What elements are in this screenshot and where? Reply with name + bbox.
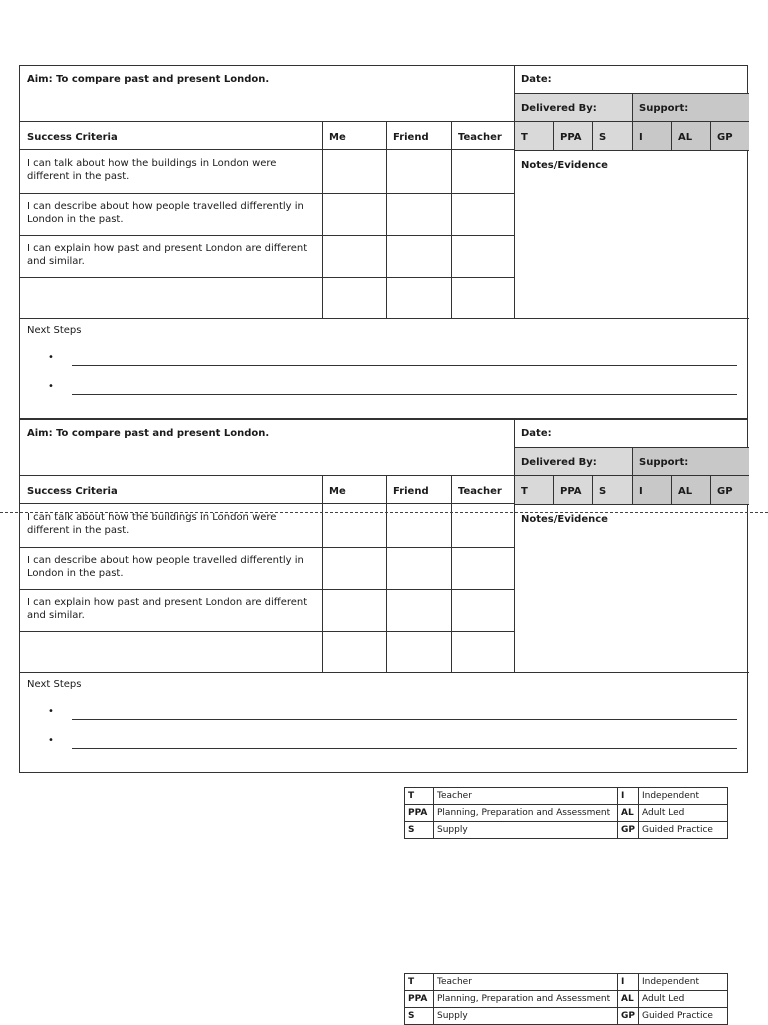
col-friend-header: Friend bbox=[393, 486, 429, 497]
criterion-text: I can explain how past and present London are different and similar. bbox=[27, 597, 308, 621]
criterion-text: I can talk about how the buildings in London were different in the past. bbox=[27, 512, 277, 536]
key-row bbox=[405, 974, 728, 991]
key-code: AL bbox=[618, 805, 639, 822]
me-checkbox-cell[interactable] bbox=[323, 590, 386, 631]
next-step-line-1[interactable] bbox=[72, 719, 737, 720]
key-row bbox=[405, 991, 728, 1008]
key-description: Teacher bbox=[434, 788, 618, 805]
key-code: GP bbox=[618, 1008, 639, 1025]
teacher-checkbox-cell[interactable] bbox=[452, 632, 514, 672]
friend-checkbox-cell[interactable] bbox=[387, 194, 451, 235]
assessment-sheet-1 bbox=[19, 65, 748, 419]
friend-checkbox-cell[interactable] bbox=[387, 151, 451, 193]
code-4: AL bbox=[678, 132, 693, 143]
support-label: Support: bbox=[639, 103, 689, 114]
key-description: Teacher bbox=[434, 974, 618, 991]
me-checkbox-cell[interactable] bbox=[323, 194, 386, 235]
criterion-text: I can describe about how people travelled differently in London in the past. bbox=[27, 555, 304, 579]
key-description: Planning, Preparation and Assessment bbox=[434, 805, 618, 822]
notes-evidence-area[interactable] bbox=[515, 176, 748, 317]
key-row bbox=[405, 805, 728, 822]
teacher-checkbox-cell[interactable] bbox=[452, 548, 514, 589]
code-0: T bbox=[521, 132, 528, 143]
assessment-sheet-2 bbox=[19, 419, 748, 773]
code-3: I bbox=[639, 486, 643, 497]
key-description: Adult Led bbox=[638, 991, 727, 1008]
criterion-text: I can talk about how the buildings in London were different in the past. bbox=[27, 158, 277, 182]
code-0: T bbox=[521, 486, 528, 497]
col-me-header: Me bbox=[329, 486, 346, 497]
key-table-2 bbox=[404, 973, 728, 1025]
me-checkbox-cell[interactable] bbox=[323, 548, 386, 589]
friend-checkbox-cell[interactable] bbox=[387, 632, 451, 672]
key-code: T bbox=[405, 974, 434, 991]
code-1: PPA bbox=[560, 486, 582, 497]
teacher-checkbox-cell[interactable] bbox=[452, 236, 514, 277]
friend-checkbox-cell[interactable] bbox=[387, 590, 451, 631]
friend-checkbox-cell[interactable] bbox=[387, 278, 451, 318]
criterion-text: I can explain how past and present London are different and similar. bbox=[27, 243, 308, 267]
key-code: GP bbox=[618, 822, 639, 839]
me-checkbox-cell[interactable] bbox=[323, 278, 386, 318]
key-description: Supply bbox=[434, 1008, 618, 1025]
key-code: S bbox=[405, 822, 434, 839]
success-criteria-header: Success Criteria bbox=[27, 132, 118, 143]
col-teacher-header: Teacher bbox=[458, 132, 502, 143]
key-description: Guided Practice bbox=[638, 822, 727, 839]
bullet-1: • bbox=[48, 352, 54, 363]
key-code: T bbox=[405, 788, 434, 805]
bullet-2: • bbox=[48, 735, 54, 746]
delivered-by-label: Delivered By: bbox=[521, 457, 597, 468]
teacher-checkbox-cell[interactable] bbox=[452, 278, 514, 318]
grid-line-h bbox=[20, 318, 749, 319]
key-row bbox=[405, 822, 728, 839]
grid-line-h bbox=[20, 121, 749, 122]
bullet-1: • bbox=[48, 706, 54, 717]
me-checkbox-cell[interactable] bbox=[323, 632, 386, 672]
teacher-checkbox-cell[interactable] bbox=[452, 151, 514, 193]
code-1: PPA bbox=[560, 132, 582, 143]
friend-checkbox-cell[interactable] bbox=[387, 548, 451, 589]
col-teacher-header: Teacher bbox=[458, 486, 502, 497]
key-table-1 bbox=[404, 787, 728, 839]
key-code: S bbox=[405, 1008, 434, 1025]
next-steps-label: Next Steps bbox=[27, 325, 82, 336]
support-label: Support: bbox=[639, 457, 689, 468]
key-description: Supply bbox=[434, 822, 618, 839]
grid-line-h bbox=[514, 150, 749, 151]
cut-line bbox=[0, 512, 768, 513]
delivered-by-label: Delivered By: bbox=[521, 103, 597, 114]
key-description: Guided Practice bbox=[638, 1008, 727, 1025]
col-friend-header: Friend bbox=[393, 132, 429, 143]
next-step-line-2[interactable] bbox=[72, 748, 737, 749]
aim-text: Aim: To compare past and present London. bbox=[27, 74, 270, 85]
next-step-line-1[interactable] bbox=[72, 365, 737, 366]
date-label: Date: bbox=[521, 74, 552, 85]
key-code: I bbox=[618, 788, 639, 805]
code-5: GP bbox=[717, 132, 733, 143]
key-code: PPA bbox=[405, 991, 434, 1008]
teacher-checkbox-cell[interactable] bbox=[452, 590, 514, 631]
key-code: AL bbox=[618, 991, 639, 1008]
code-2: S bbox=[599, 132, 607, 143]
key-description: Independent bbox=[638, 974, 727, 991]
key-description: Independent bbox=[638, 788, 727, 805]
code-3: I bbox=[639, 132, 643, 143]
success-criteria-header: Success Criteria bbox=[27, 486, 118, 497]
grid-line-h bbox=[514, 504, 749, 505]
notes-evidence-area[interactable] bbox=[515, 530, 748, 671]
date-label: Date: bbox=[521, 428, 552, 439]
next-steps-label: Next Steps bbox=[27, 679, 82, 690]
me-checkbox-cell[interactable] bbox=[323, 236, 386, 277]
notes-evidence-label: Notes/Evidence bbox=[521, 514, 608, 525]
key-row bbox=[405, 1008, 728, 1025]
bullet-2: • bbox=[48, 381, 54, 392]
grid-line-h bbox=[20, 475, 749, 476]
criterion-text: I can describe about how people travelled differently in London in the past. bbox=[27, 201, 304, 225]
col-me-header: Me bbox=[329, 132, 346, 143]
notes-evidence-label: Notes/Evidence bbox=[521, 160, 608, 171]
key-description: Adult Led bbox=[638, 805, 727, 822]
code-4: AL bbox=[678, 486, 693, 497]
aim-text: Aim: To compare past and present London. bbox=[27, 428, 270, 439]
code-5: GP bbox=[717, 486, 733, 497]
key-code: PPA bbox=[405, 805, 434, 822]
me-checkbox-cell[interactable] bbox=[323, 151, 386, 193]
grid-line-h bbox=[20, 672, 749, 673]
next-step-line-2[interactable] bbox=[72, 394, 737, 395]
teacher-checkbox-cell[interactable] bbox=[452, 194, 514, 235]
friend-checkbox-cell[interactable] bbox=[387, 236, 451, 277]
key-code: I bbox=[618, 974, 639, 991]
key-description: Planning, Preparation and Assessment bbox=[434, 991, 618, 1008]
code-2: S bbox=[599, 486, 607, 497]
key-row bbox=[405, 788, 728, 805]
